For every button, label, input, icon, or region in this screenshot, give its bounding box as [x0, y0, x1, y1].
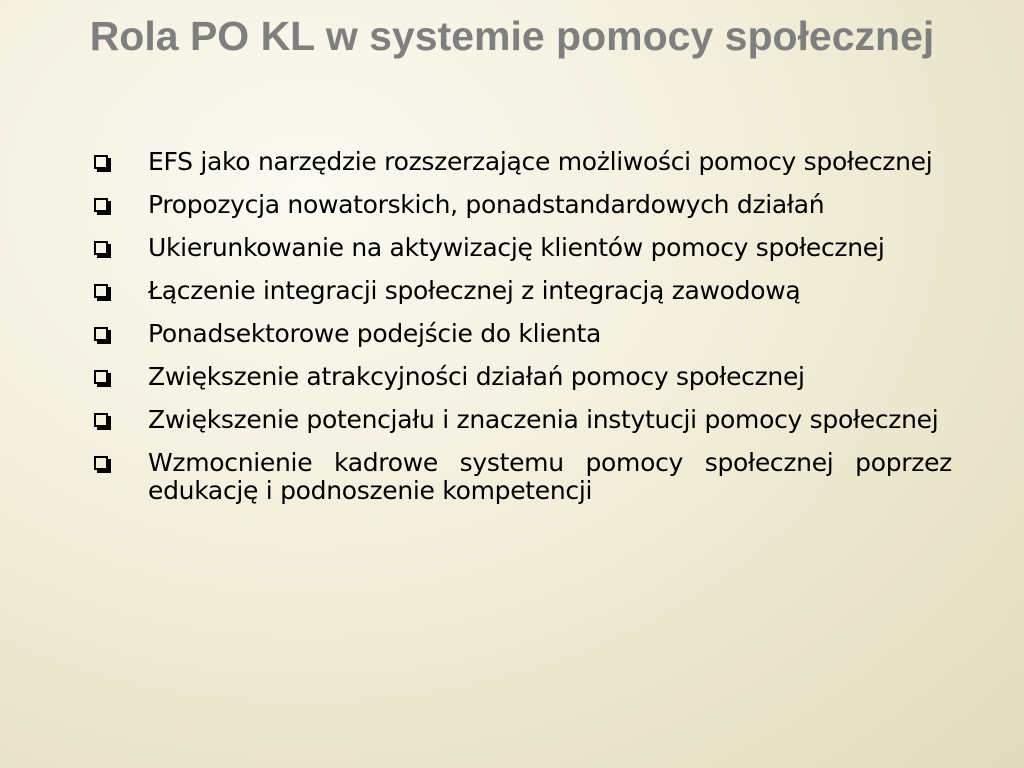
slide-title: Rola PO KL w systemie pomocy społecznej	[89, 13, 935, 59]
bullet-item	[90, 191, 952, 219]
bullet-item	[90, 449, 952, 505]
bullet-text: Zwiększenie potencjału i znaczenia instytucji pomocy społecznej	[148, 405, 939, 434]
bullet-text: Łączenie integracji społecznej z integracją zawodową	[148, 276, 801, 305]
bullet-text: Zwiększenie atrakcyjności działań pomocy społecznej	[148, 362, 805, 391]
bullet-item	[90, 320, 952, 348]
checkbox-square-icon	[94, 370, 108, 384]
bullet-list	[90, 148, 952, 520]
bullet-text: Ponadsektorowe podejście do klienta	[148, 319, 602, 348]
checkbox-square-icon	[94, 327, 108, 341]
bullet-item	[90, 234, 952, 262]
bullet-text: Ukierunkowanie na aktywizację klientów pomocy społecznej	[148, 233, 885, 262]
checkbox-square-icon	[94, 241, 108, 255]
checkbox-square-icon	[94, 413, 108, 427]
bullet-text: EFS jako narzędzie rozszerzające możliwości pomocy społecznej	[148, 147, 933, 176]
checkbox-square-icon	[94, 155, 108, 169]
bullet-item	[90, 363, 952, 391]
bullet-item	[90, 148, 952, 176]
checkbox-square-icon	[94, 456, 108, 470]
bullet-item	[90, 406, 952, 434]
bullet-text: Propozycja nowatorskich, ponadstandardowych działań	[148, 190, 825, 219]
checkbox-square-icon	[94, 284, 108, 298]
checkbox-square-icon	[94, 198, 108, 212]
bullet-item	[90, 277, 952, 305]
bullet-text: Wzmocnienie kadrowe systemu pomocy społecznej poprzez edukację i podnoszenie kompetencji	[148, 448, 952, 505]
